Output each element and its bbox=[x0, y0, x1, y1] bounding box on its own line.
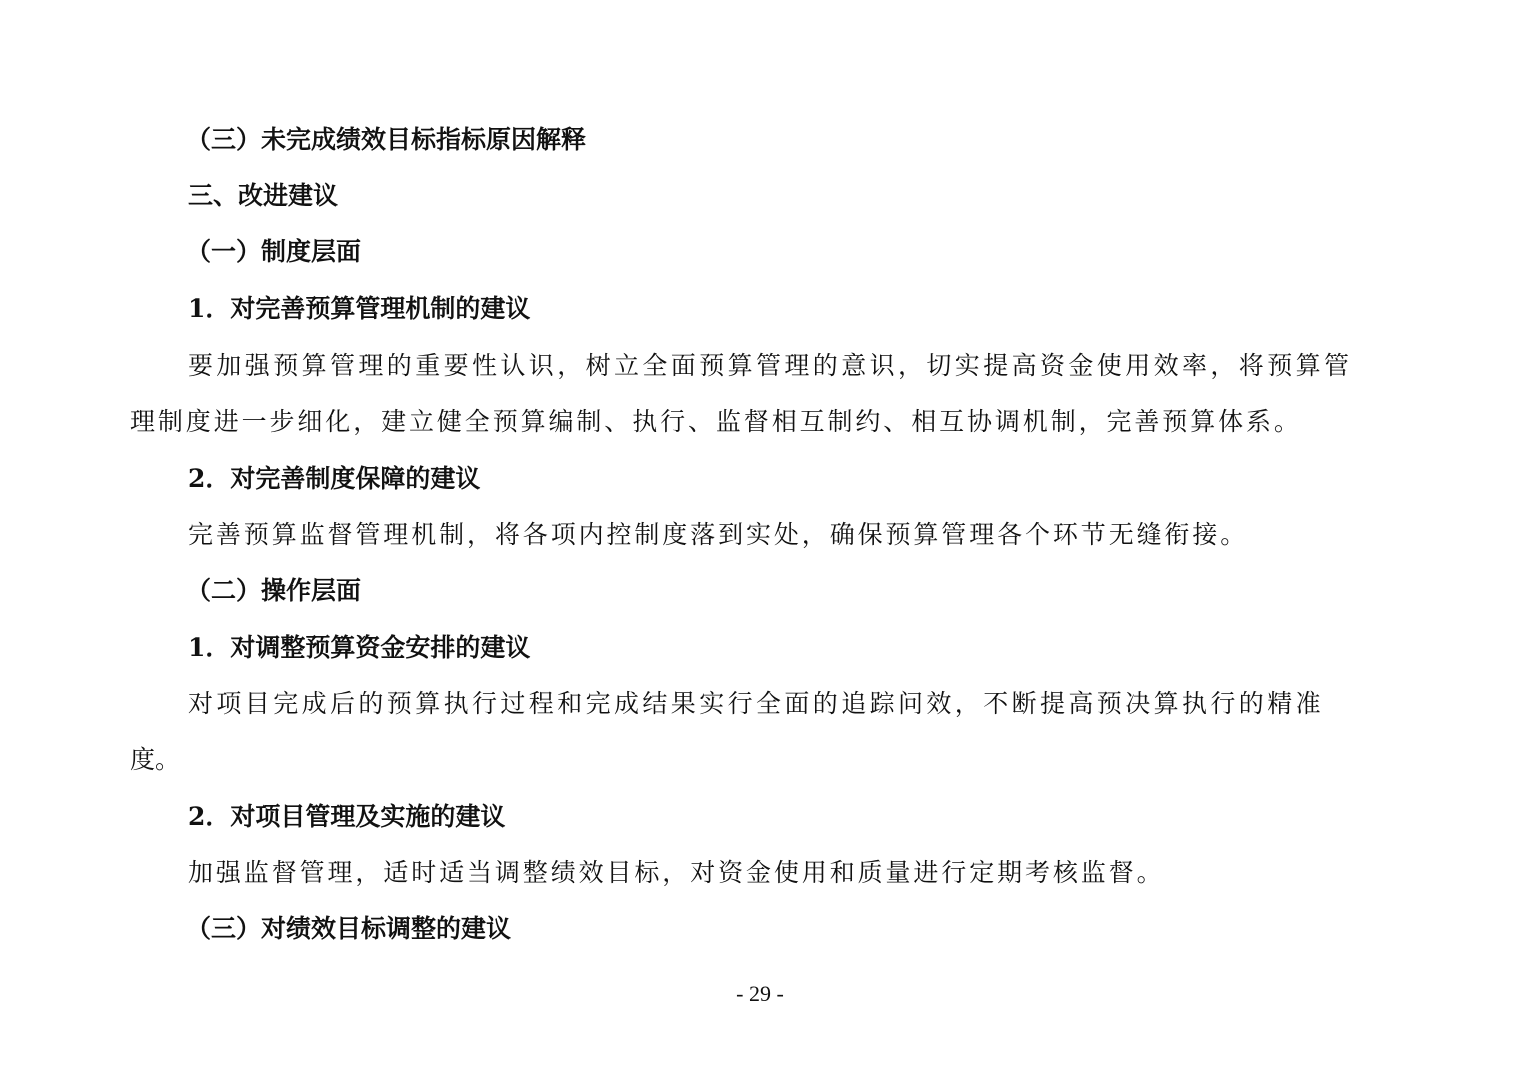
section-heading-improvement: 三、改进建议 bbox=[188, 181, 339, 210]
paragraph-budget-mechanism-line1: 要加强预算管理的重要性认识，树立全面预算管理的意识，切实提高资金使用效率，将预算管 bbox=[188, 351, 1353, 380]
paragraph-budget-mechanism-line2: 理制度进一步细化，建立健全预算编制、执行、监督相互制约、相互协调机制，完善预算体系。 bbox=[130, 407, 1302, 436]
item-heading-budget-mechanism: 1．对完善预算管理机制的建议 bbox=[188, 294, 531, 323]
subheading-unmet-targets: （三）未完成绩效目标指标原因解释 bbox=[186, 125, 587, 154]
item-heading-system-guarantee: 2．对完善制度保障的建议 bbox=[188, 464, 481, 493]
paragraph-system-guarantee: 完善预算监督管理机制，将各项内控制度落到实处，确保预算管理各个环节无缝衔接。 bbox=[188, 520, 1249, 549]
item-heading-fund-arrangement: 1．对调整预算资金安排的建议 bbox=[188, 633, 531, 662]
subheading-system-level: （一）制度层面 bbox=[186, 237, 362, 266]
subheading-target-adjustment: （三）对绩效目标调整的建议 bbox=[186, 914, 512, 943]
subheading-operation-level: （二）操作层面 bbox=[186, 576, 362, 605]
item-heading-project-management: 2．对项目管理及实施的建议 bbox=[188, 802, 506, 831]
paragraph-project-management: 加强监督管理，适时适当调整绩效目标，对资金使用和质量进行定期考核监督。 bbox=[188, 858, 1165, 887]
paragraph-fund-arrangement-line2: 度。 bbox=[130, 745, 181, 774]
paragraph-fund-arrangement-line1: 对项目完成后的预算执行过程和完成结果实行全面的追踪问效，不断提高预决算执行的精准 bbox=[188, 689, 1325, 718]
page-number: - 29 - bbox=[736, 981, 784, 1006]
